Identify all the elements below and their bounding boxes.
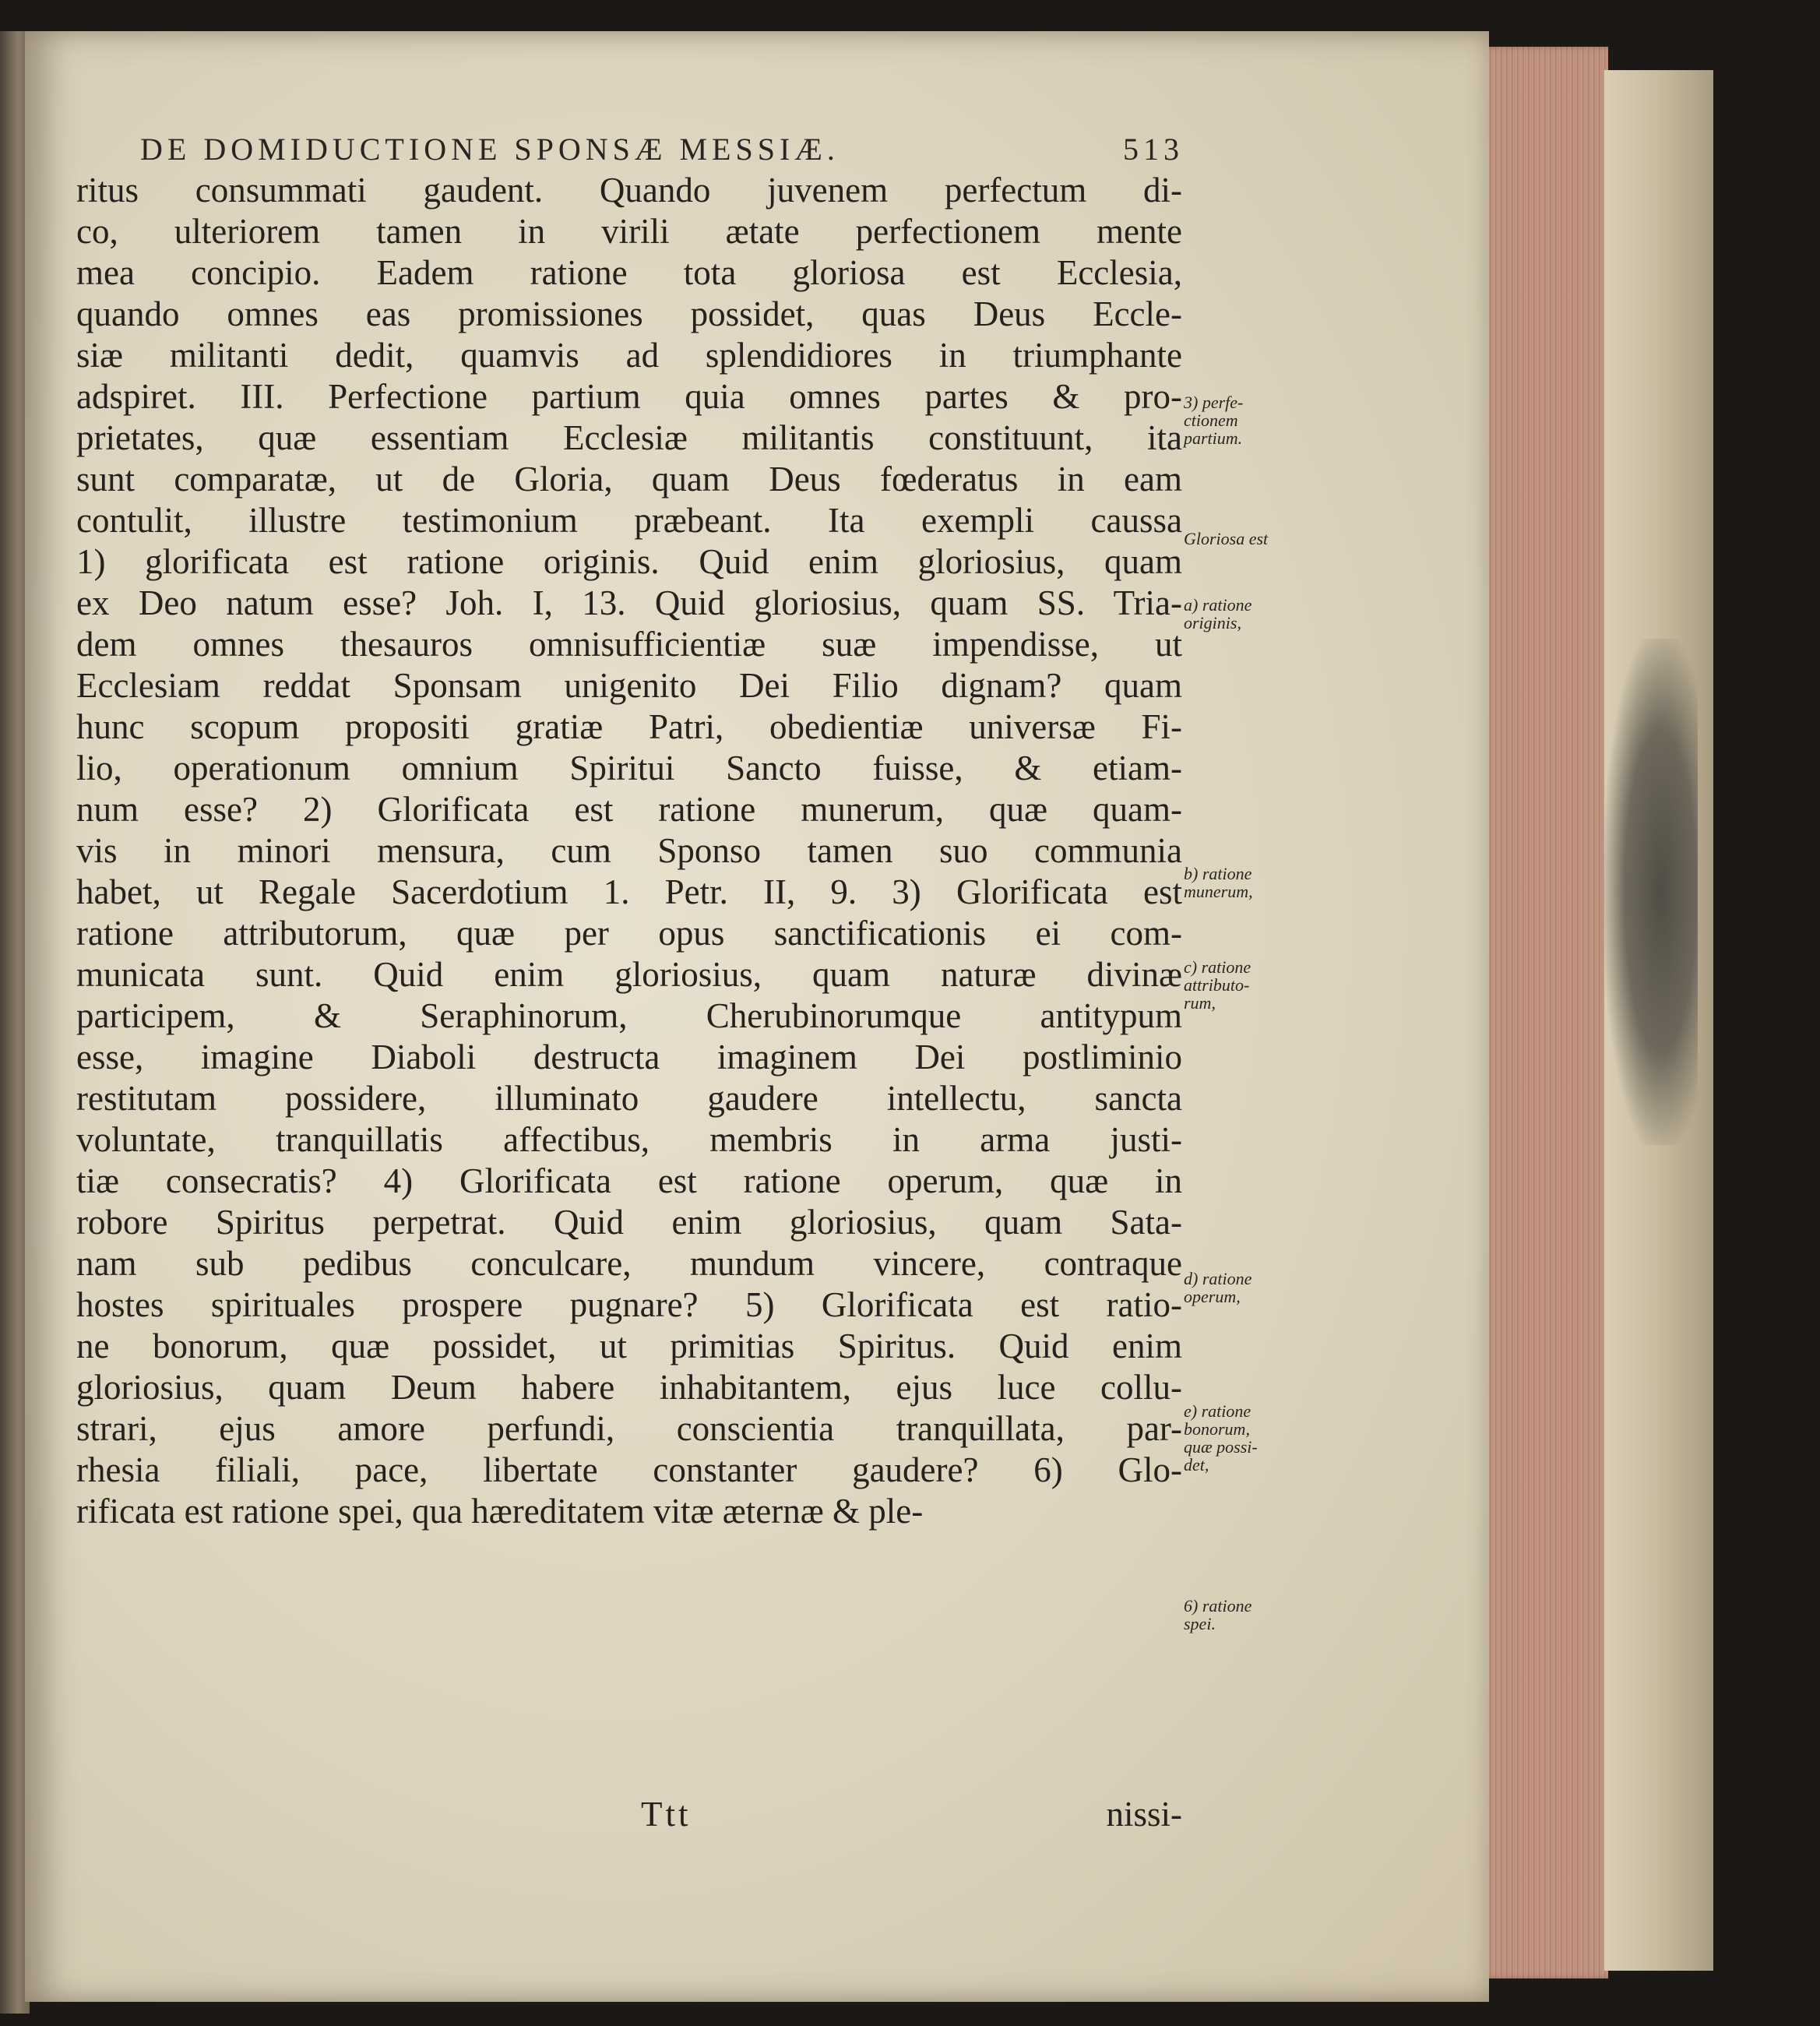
margin-note: a) ratione originis, [1184, 595, 1252, 632]
margin-note: 6) ratione spei. [1184, 1596, 1252, 1633]
text-line: voluntate, tranquillatis affectibus, membris in arma justi- [76, 1120, 1182, 1159]
text-line: num esse? 2) Glorificata est ratione munerum, quæ quam- [76, 790, 1182, 829]
margin-note: c) ratione attributo-rum, [1184, 957, 1251, 1013]
running-title: DE DOMIDUCTIONE SPONSÆ MESSIÆ. [140, 132, 840, 167]
text-line: prietates, quæ essentiam Ecclesiæ militantis constituunt, ita [76, 418, 1182, 457]
margin-note: 3) perfe-ctionem partium. [1184, 393, 1244, 448]
text-line: rificata est ratione spei, qua hæreditatem vitæ æternæ & ple- [76, 1492, 924, 1531]
text-line: quando omnes eas promissiones possidet, quas Deus Eccle- [76, 294, 1182, 333]
text-line: tiæ consecratis? 4) Glorificata est ratione operum, quæ in [76, 1161, 1182, 1200]
text-line: hostes spirituales prospere pugnare? 5) Glorificata est ratio- [76, 1285, 1182, 1324]
text-line: ritus consummati gaudent. Quando juvenem perfectum di- [76, 171, 1182, 210]
text-line: gloriosius, quam Deum habere inhabitantem, ejus luce collu- [76, 1368, 1182, 1407]
text-line: adspiret. III. Perfectione partium quia omnes partes & pro- [76, 377, 1182, 416]
text-line: lio, operationum omnium Spiritui Sancto fuisse, & etiam- [76, 749, 1182, 787]
text-line: co, ulteriorem tamen in virili ætate perfectionem mente [76, 212, 1182, 251]
text-line: esse, imagine Diaboli destructa imaginem Dei postliminio [76, 1038, 1182, 1076]
text-line: participem, & Seraphinorum, Cherubinorumque antitypum [76, 996, 1182, 1035]
margin-note: Gloriosa est [1184, 529, 1269, 548]
text-line: contulit, illustre testimonium præbeant. Ita exempli caussa [76, 501, 1182, 540]
text-line: siæ militanti dedit, quamvis ad splendidiores in triumphante [76, 336, 1182, 375]
text-line: rhesia filiali, pace, libertate constanter gaudere? 6) Glo- [76, 1450, 1182, 1489]
text-line: ratione attributorum, quæ per opus sanctificationis ei com- [76, 914, 1182, 953]
text-line: ex Deo natum esse? Joh. I, 13. Quid gloriosius, quam SS. Tria- [76, 583, 1182, 622]
text-line: Ecclesiam reddat Sponsam unigenito Dei Filio dignam? quam [76, 666, 1182, 705]
text-line: mea concipio. Eadem ratione tota gloriosa est Ecclesia, [76, 253, 1182, 292]
text-line: hunc scopum propositi gratiæ Patri, obedientiæ universæ Fi- [76, 707, 1182, 746]
text-line: habet, ut Regale Sacerdotium 1. Petr. II, 9. 3) Glorificata est [76, 872, 1182, 911]
body-text [76, 170, 1182, 1532]
text-line: restitutam possidere, illuminato gaudere intellectu, sancta [76, 1079, 1182, 1118]
page-number: 513 [1123, 132, 1184, 167]
signature-mark: Ttt [641, 1795, 692, 1834]
text-line: 1) glorificata est ratione originis. Quid enim gloriosius, quam [76, 542, 1182, 581]
cover-stain [1604, 639, 1698, 1145]
text-line: robore Spiritus perpetrat. Quid enim gloriosius, quam Sata- [76, 1203, 1182, 1242]
text-line: nam sub pedibus conculcare, mundum vincere, contraque [76, 1244, 1182, 1283]
catchword: nissi- [1106, 1795, 1182, 1834]
margin-note: e) ratione bonorum, quæ possi-det, [1184, 1401, 1258, 1475]
margin-note: b) ratione munerum, [1184, 864, 1253, 901]
text-line: vis in minori mensura, cum Sponso tamen suo communia [76, 831, 1182, 870]
text-line: strari, ejus amore perfundi, conscientia tranquillata, par- [76, 1409, 1182, 1448]
margin-note: d) ratione operum, [1184, 1269, 1252, 1306]
running-header [140, 131, 1184, 167]
page-block-edge [1476, 47, 1608, 1978]
text-line: dem omnes thesauros omnisufficientiæ suæ impendisse, ut [76, 625, 1182, 664]
text-line: municata sunt. Quid enim gloriosius, quam naturæ divinæ [76, 955, 1182, 994]
text-line: ne bonorum, quæ possidet, ut primitias Spiritus. Quid enim [76, 1327, 1182, 1365]
text-line: sunt comparatæ, ut de Gloria, quam Deus fœderatus in eam [76, 460, 1182, 499]
page-footer [76, 1794, 1182, 1841]
